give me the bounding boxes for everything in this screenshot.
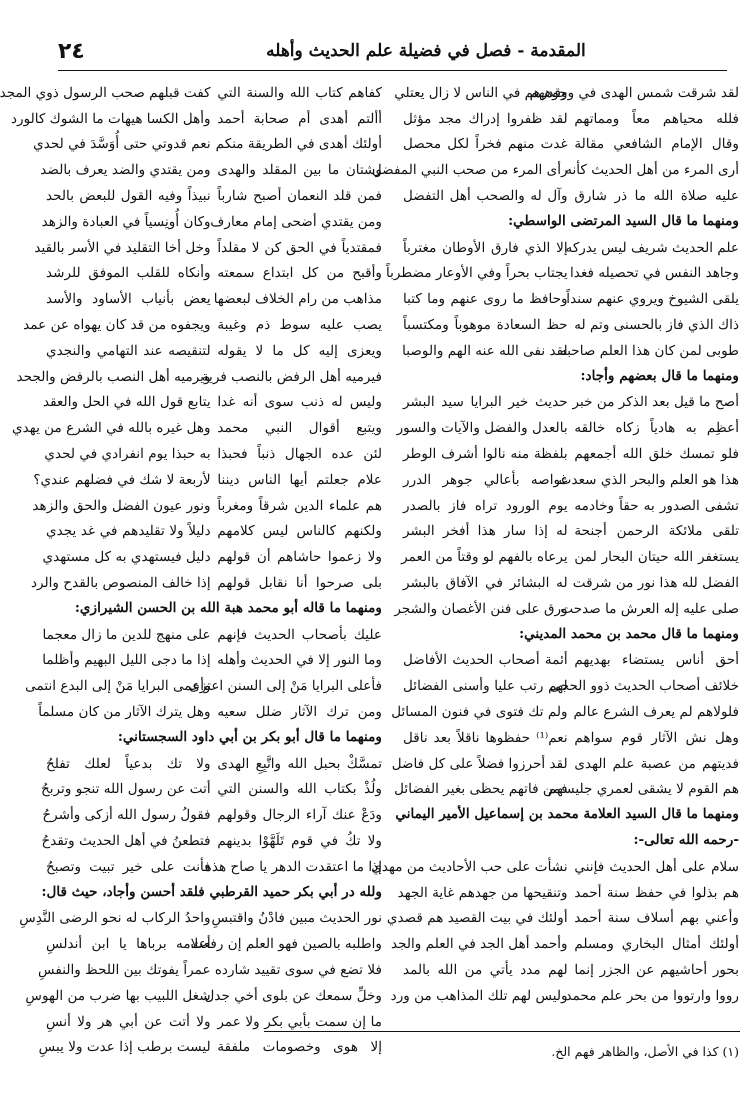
first-hemistich: تمسَّكْ بحبل الله واتَّبِعِ الهدى [217, 755, 382, 772]
first-hemistich: ولا زعموا حاشاهم أن قولهم [217, 549, 382, 566]
verse-line [32, 493, 382, 519]
verse-line [41, 828, 382, 854]
first-hemistich: يلقى الشيوخ ويروي عنهم سنداً [566, 291, 739, 308]
second-hemistich: وكان أُونِسياً في العبادة والزهد [41, 213, 211, 230]
verse-line [394, 777, 739, 803]
second-hemistich: فمن فاتهم يحظى بغير الفضائل [394, 781, 568, 798]
first-hemistich: أعظِم به هادياً زكاه خالقه [574, 420, 739, 437]
verse-line [403, 441, 739, 467]
first-hemistich: فلو تمسك خلق الله أجمعهم [574, 446, 739, 463]
second-hemistich: له البشائر في الآفاق بالبشر [403, 575, 568, 592]
verse-line [403, 390, 739, 416]
second-hemistich: حديث خير البرايا سيد البشر [403, 394, 568, 411]
verse-line [403, 286, 739, 312]
second-hemistich: فقولُ رسول الله أزكى وأشرحُ [42, 807, 211, 824]
second-hemistich: لقد ظفروا إدراك مجد مؤثل [403, 110, 568, 127]
second-hemistich: بالعدل والفضل والآيات والسور [396, 420, 568, 437]
verse-line [390, 931, 739, 957]
first-hemistich: فيرميه أهل الرفض بالنصب فرية [201, 368, 382, 385]
verse-line [46, 286, 382, 312]
verse-line [42, 390, 382, 416]
first-hemistich: فأعلى البرايا مَنْ إلى السنن اعتزى [189, 678, 382, 695]
second-hemistich: وأحمد أهل الجد في العلم والجد [390, 936, 568, 953]
second-hemistich: نشأت على حب الأحاديث من مهدي [371, 858, 568, 875]
verse-line [403, 725, 739, 751]
first-hemistich: تشفى الصدور به حقاً وخادمه [574, 497, 739, 514]
second-hemistich: وخل أخا التقليد في الأسر بالقيد [34, 239, 211, 256]
verse-line [403, 957, 739, 983]
first-hemistich: خلائف أصحاب الحديث ذوو الحجى [549, 678, 739, 695]
first-hemistich: نور الحديث مبين فادْنُ واقتبسِ [211, 910, 382, 927]
first-hemistich: فمن قلد النعمان أصبح شارباً [217, 188, 382, 205]
first-hemistich: يصب عليه سوط ذم وغيبة [217, 317, 382, 334]
first-hemistich: وليس له ذنب سوى أنه غدا [217, 394, 382, 411]
first-hemistich: أحق أناس يستضاء بهديهم [574, 652, 739, 669]
second-hemistich: إذا ما دجى الليل البهيم وأظلما [42, 652, 211, 669]
prose-line: ومنهما ما قال بعضهم وأجاد: [580, 367, 739, 384]
second-hemistich: له إذا سار هذا أفخر البشر [403, 523, 568, 540]
first-hemistich: ذاك الذي فاز بالحسنى وتم له [574, 317, 739, 334]
first-hemistich: وشتان ما بين المقلد والهدى [217, 162, 382, 179]
second-hemistich: أعلامه برباها يا ابن أندلسِ [46, 936, 211, 953]
verse-line [46, 519, 382, 545]
second-hemistich: ولا أتت عن أبي هر ولا أنسِ [46, 1013, 211, 1030]
first-hemistich: وخلِّ سمعك عن بلوى أخي جدل [204, 987, 382, 1004]
first-hemistich: هم علماء الدين شرقاً ومغرباً [217, 497, 382, 514]
first-hemistich: فلا تضع في سوى تقييد شارده [214, 961, 382, 978]
first-hemistich: أولئك أهدى في الطريقة منكم [215, 136, 382, 153]
second-hemistich: يجتاب بحراً وفي الأوعار مضطرباً [385, 265, 568, 282]
second-hemistich: يرعاه بالفهم لو وقتاً من العمر [401, 549, 568, 566]
first-hemistich: عليك بأصحاب الحديث فإنهم [217, 626, 382, 643]
first-hemistich: ولكنهم كالناس ليس كلامهم [217, 523, 382, 540]
first-hemistich: وقال الإمام الشافعي مقالة [574, 136, 739, 153]
first-hemistich: أولئك أمثال البخاري ومسلم [574, 936, 739, 953]
second-hemistich: واحدُ الركاب له نحو الرضى النَّدِسِ [19, 910, 211, 927]
footnote-rule [264, 1031, 740, 1032]
verse-line [42, 622, 382, 648]
first-hemistich: فلولاهم لم يعرف الشرع عالم [573, 704, 739, 721]
verse-line [46, 751, 382, 777]
first-hemistich: رووا وارتووا من بحر علم محمد [565, 987, 739, 1004]
second-hemistich: وأعمى البرايا مَنْ إلى البدع انتمى [25, 678, 211, 695]
verse-line [46, 854, 382, 880]
second-hemistich: وليس لهم تلك المذاهب من ورد [390, 987, 568, 1004]
second-hemistich: يتابع قول الله في الحل والعقد [42, 394, 211, 411]
verse-line [385, 261, 739, 287]
first-hemistich: أصح ما قيل بعد الذكر من خبر [572, 394, 739, 411]
second-hemistich: غدت منهم فخراً لكل محصل [403, 136, 568, 153]
first-hemistich: واطلبه بالصين فهو العلم إن رفعت [190, 936, 382, 953]
first-hemistich: يستغفر الله حيتان البحار لمن [574, 549, 739, 566]
verse-line [38, 1034, 382, 1060]
prose-line: ولله در أبي بكر حميد القرطبي فلقد أحسن وأجاد، حيث قال: [41, 883, 382, 900]
first-hemistich: سلام على أهل الحديث فإنني [574, 858, 739, 875]
running-title: المقدمة - فصل في فضيلة علم الحديث وأهله [266, 41, 586, 61]
second-hemistich: أولئك في بيت القصيد هم قصدي [386, 910, 568, 927]
page-number: ٢٤ [58, 38, 85, 64]
second-hemistich: ومن يقتدي والضد يعرف بالضد [40, 162, 211, 179]
first-hemistich: وهل نش الآثار قوم سواهم [574, 729, 739, 746]
first-hemistich: علام جعلتم أيها الناس ديننا [217, 471, 382, 488]
second-hemistich: رأى المرء من صحب النبي المفضل [371, 162, 568, 179]
first-hemistich: ولا تكُ في قوم تَلَهَّوْا بدينهم [217, 833, 382, 849]
verse-line [403, 544, 739, 570]
first-hemistich: فلله محياهم معاً ومماتهم [574, 110, 739, 127]
verse-line [0, 80, 382, 106]
second-hemistich: وأهل الكسا هيهات ما الشوك كالورد [10, 110, 211, 127]
second-hemistich: ورق على فنن الأغصان والشجر [394, 600, 568, 617]
first-hemistich: صلى عليه إله العرش ما صدحت [560, 600, 739, 617]
second-hemistich: إذا خالف المنصوص بالقدح والرد [30, 575, 211, 592]
first-hemistich: كفاهم كتاب الله والسنة التي [217, 84, 382, 101]
verse-line [403, 338, 739, 364]
footnote: (١) كذا في الأصل، والظاهر فهم الخ. [551, 1044, 739, 1059]
second-hemistich: ويجفوه من قد كان يهواه عن عمد [23, 317, 211, 334]
second-hemistich: دليل فيستهدي به كل مستهدي [42, 549, 211, 566]
verse-line [19, 906, 382, 932]
verse-line [33, 132, 382, 158]
second-hemistich: ولا تك بدعياً لعلك تفلحُ [46, 755, 211, 772]
prose-line: ومنهما ما قال أبو بكر بن أبي داود السجستاني: [117, 728, 382, 745]
second-hemistich: عمراً يفوتك بين اللحظ والنفسِ [38, 961, 211, 978]
verse-line [403, 106, 739, 132]
first-hemistich: أرى المرء من أهل الحديث كأنه [565, 162, 739, 179]
verse-line [403, 467, 739, 493]
second-hemistich: نبيذاً وفيه القول للبعض بالحد [46, 188, 211, 205]
second-hemistich: لهم مدد يأتي من الله بالمد [403, 961, 568, 978]
verse-line [403, 570, 739, 596]
second-hemistich: نعم قدوتي حتى أُوَسَّدَ في لحدي [33, 136, 211, 153]
second-hemistich: ولم تك فتوى في فنون المسائل [391, 704, 568, 721]
second-hemistich: وحافظ ما روى عنهم وما كتبا [403, 291, 568, 308]
second-hemistich: لتنقيصه عند التهامي والنجدي [46, 342, 211, 359]
verse-line [403, 493, 739, 519]
verse-line [42, 648, 382, 674]
verse-line [25, 673, 382, 699]
first-hemistich: فديتهم من عصبة علم الهدى [574, 755, 739, 772]
second-hemistich: ويرميه أهل النصب بالرفض والجحد [16, 368, 211, 385]
verse-line [38, 699, 382, 725]
verse-line [46, 261, 382, 287]
first-hemistich: فمقتدياً في الحق كن لا مقلداً [217, 239, 382, 256]
verse-line [40, 157, 382, 183]
verse-line [23, 312, 382, 338]
verse-line [403, 673, 739, 699]
verse-line [16, 364, 382, 390]
first-hemistich: ما إن سمت بأبي بكر ولا عمر [217, 1013, 382, 1030]
verse-line [10, 106, 382, 132]
right-column [371, 80, 739, 1009]
verse-line [42, 544, 382, 570]
second-hemistich: يوم الورود تراه فاز بالصدر [403, 497, 568, 514]
verse-line [46, 931, 382, 957]
verse-line [30, 570, 382, 596]
second-hemistich: لقد نفى الله عنه الهم والوصبا [402, 342, 568, 359]
first-hemistich: ولُذْ بكتاب الله والسنن التي [217, 781, 382, 798]
header-rule [58, 70, 727, 71]
first-hemistich: إذا ما اعتقدت الدهر يا صاح هذه [204, 858, 382, 875]
second-hemistich: أئمة أصحاب الحديث الأفاضل [403, 652, 568, 669]
first-hemistich: لئن عده الجهال ذنباً فحبذا [217, 446, 382, 463]
verse-line [371, 157, 739, 183]
verse-line [46, 338, 382, 364]
second-hemistich: دليلاً ولا تقليدهم في غد يجدي [46, 523, 211, 540]
second-hemistich: به حبذا يوم انفرادي في لحدي [44, 446, 211, 463]
verse-line [38, 957, 382, 983]
second-hemistich: وقدرهم في الناس لا زال يعتلي [394, 84, 568, 101]
second-hemistich: نعم⁽¹⁾ حفظوها ناقلاً بعد ناقل [403, 729, 568, 746]
first-hemistich: هذا هو العلم والبحر الذي سعدت [558, 471, 739, 488]
first-hemistich: ودَعْ عنك آراء الرجال وقولهم [217, 807, 382, 824]
verse-line [390, 983, 739, 1009]
prose-line: ومنهما ما قاله أبو محمد هبة الله بن الحسن الشيرازي: [74, 599, 382, 616]
second-hemistich: يعض بأنياب الأساود والأسد [46, 291, 211, 308]
first-hemistich: ومن يقتدي أضحى إمام معارف [210, 213, 382, 230]
second-hemistich: وهل يترك الآثار من كان مسلماً [38, 704, 211, 721]
first-hemistich: وأعني بهم أسلاف سنة أحمد [574, 910, 739, 927]
second-hemistich: لهم رتب عليا وأسنى الفضائل [403, 678, 568, 695]
first-hemistich: لقد شرقت شمس الهدى في وجوههم [529, 84, 739, 101]
first-hemistich: بلى صرحوا أنا نقابل قولهم [217, 575, 382, 592]
prose-line: ومنهما ما قال السيد المرتضى الواسطي: [508, 212, 739, 229]
second-hemistich: شغل اللبيب بها ضرب من الهوسِ [25, 987, 211, 1004]
verse-line [403, 648, 739, 674]
first-hemistich: وما النور إلا في الحديث وأهله [217, 652, 382, 669]
prose-line: ومنهما ما قال محمد بن محمد المديني: [519, 625, 739, 642]
first-hemistich: تلقى ملائكة الرحمن أجنحة [574, 523, 739, 540]
verse-line [403, 132, 739, 158]
first-hemistich: الفضل لله هذا نور من شرقت [572, 575, 739, 592]
verse-line [391, 751, 739, 777]
verse-line [12, 415, 382, 441]
first-hemistich: طوبى لمن كان هذا العلم صاحبه [559, 342, 739, 359]
verse-line [403, 183, 739, 209]
second-hemistich: بلفظة منه نالوا أشرف الوطر [403, 446, 568, 463]
second-hemistich: لقد أحرزوا فضلاً على كل فاضل [391, 755, 568, 772]
second-hemistich: ونور عيون الفضل والحق والزهد [32, 497, 211, 514]
verse-line [41, 209, 382, 235]
verse-line [25, 983, 382, 1009]
second-hemistich: وتنقيحها من جهدهم غاية الجهد [397, 884, 568, 901]
verse-line [46, 183, 382, 209]
second-hemistich: فأنت على خير تبيت وتصبحُ [46, 858, 211, 875]
first-hemistich: عليه صلاة الله ما ذر شارق [574, 188, 739, 205]
page-header [58, 36, 727, 66]
verse-line [394, 596, 739, 622]
first-hemistich: ويعزى إليه كل ما لا يقوله [217, 342, 382, 359]
second-hemistich: غواصه بأعالي جوهر الدرر [403, 471, 568, 488]
verse-line [371, 854, 739, 880]
first-hemistich: هم القوم لا يشقى لعمري جليسهم [547, 781, 739, 798]
second-hemistich: كفت قبلهم صحب الرسول ذوي المجد [0, 84, 211, 101]
verse-line [391, 699, 739, 725]
verse-line [41, 777, 382, 803]
prose-line: ومنهما ما قال السيد العلامة محمد بن إسماعيل الأمير اليماني [395, 806, 739, 823]
second-hemistich: وهل غيره بالله في الشرع من يهدي [12, 420, 211, 437]
second-hemistich: لأربعة لا شك في فضلهم عندي؟ [33, 471, 211, 488]
first-hemistich: إلا هوى وخصومات ملفقة [217, 1039, 382, 1056]
verse-line [394, 80, 739, 106]
first-hemistich: ويتبع أقوال النبي محمد [217, 420, 382, 437]
second-hemistich: وآل له والصحب أهل التفضل [403, 188, 568, 205]
verse-line [46, 441, 382, 467]
second-hemistich: ليست برطب إذا عدت ولا يبسِ [38, 1039, 211, 1056]
second-hemistich: وأنكاه للقلب الموفق للرشد [46, 265, 211, 282]
verse-line [403, 235, 739, 261]
verse-line [397, 880, 739, 906]
first-hemistich: هم بذلوا في حفظ سنة أحمد [574, 884, 739, 901]
first-hemistich: وجاهد النفس في تحصيله فغدا [570, 265, 739, 282]
first-hemistich: أألتم أهدى أم صحابة أحمد [217, 110, 382, 127]
verse-line [403, 519, 739, 545]
second-hemistich: حظ السعادة موهوباً ومكتسباً [403, 317, 568, 334]
first-hemistich: وأقبح من كل ابتداع سمعته [217, 265, 382, 282]
verse-line [33, 467, 382, 493]
first-hemistich: بحور أحاشيهم عن الجزر إنما [574, 961, 739, 978]
left-column [0, 80, 382, 1060]
verse-line [42, 802, 382, 828]
second-hemistich: إلا الذي فارق الأوطان مغترباً [403, 239, 568, 256]
first-hemistich: مذاهب من رام الخلاف لبعضها [213, 291, 382, 308]
second-hemistich: أتت عن رسول الله تنجو وتربحُ [41, 781, 211, 798]
second-hemistich: فتطعنُ في أهل الحديث وتقدحُ [41, 833, 211, 849]
verse-line [386, 906, 739, 932]
second-hemistich: على منهج للدين ما زال معجما [42, 626, 211, 643]
verse-line [34, 235, 382, 261]
first-hemistich: علم الحديث شريف ليس يدركه [565, 239, 739, 256]
verse-line [403, 312, 739, 338]
first-hemistich: ومن ترك الآثار ضلل سعيه [217, 704, 382, 721]
prose-line: -رحمه الله تعالى-: [633, 832, 739, 849]
verse-line [396, 415, 739, 441]
